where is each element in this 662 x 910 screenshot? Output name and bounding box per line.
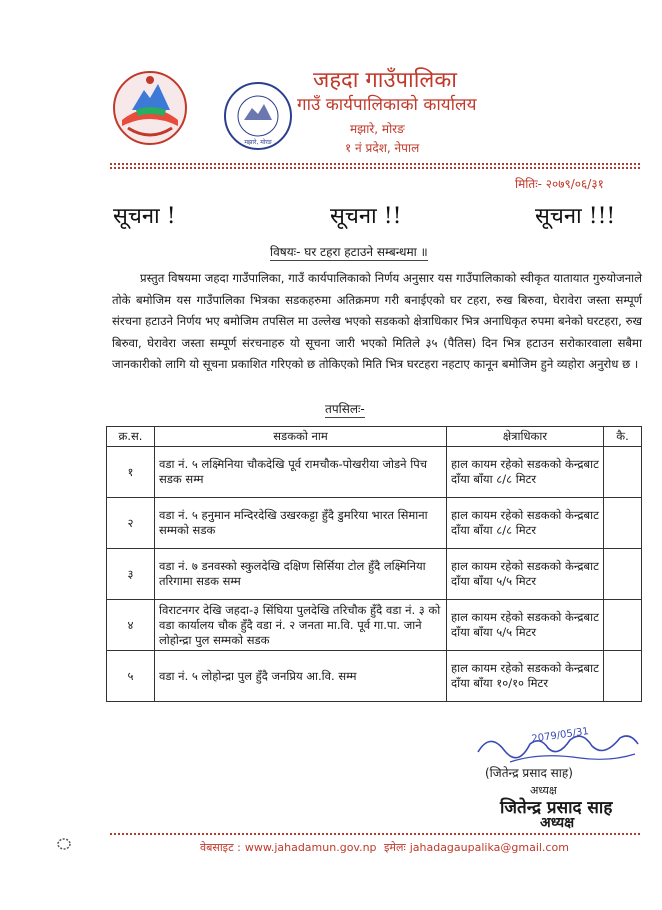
subject-line: विषयः- घर टहरा हटाउने सम्बन्धमा ॥ xyxy=(270,245,428,259)
table-header-row xyxy=(107,427,642,447)
cell-road: वडा नं. ५ हनुमान मन्दिरदेखि उखरकट्टा हुँदै डुमरिया भारत सिमाना सम्मको सडक xyxy=(155,498,447,549)
punch-hole-icon xyxy=(55,837,73,851)
organization-name: जहदा गाउँपालिका xyxy=(313,68,457,93)
footer-divider xyxy=(110,833,640,835)
cell-jurisdiction: हाल कायम रहेको सडकको केन्द्रबाट दाँया बाँया ८/८ मिटर xyxy=(447,447,604,498)
notice-date: मितिः- २०७९/०६/३१ xyxy=(515,177,604,191)
col-header-sn: क्र.स. xyxy=(107,427,155,447)
col-header-remarks: कै. xyxy=(604,427,642,447)
cell-road: विराटनगर देखि जहदा-३ सिंघिया पुलदेखि तरिचौक हुँदै वडा नं. ३ को वडा कार्यालय चौक हुँदै वडा नं. २ जनता मा.वि. पूर्व गा.पा. जाने लोहोन्द्रा पुल सम्मको सडक xyxy=(155,600,447,651)
header-divider xyxy=(110,163,640,165)
cell-sn: ५ xyxy=(107,651,155,702)
email-link[interactable]: jahadagaupalika@gmail.com xyxy=(409,841,569,854)
address-line-2: १ नं प्रदेश, नेपाल xyxy=(345,141,420,155)
email-label: इमेलः xyxy=(384,841,406,854)
website-label: वेबसाइट : xyxy=(200,841,241,854)
cell-jurisdiction: हाल कायम रहेको सडकको केन्द्रबाट दाँया बाँया १०/१० मिटर xyxy=(447,651,604,702)
table-row xyxy=(107,549,642,600)
cell-remarks xyxy=(604,549,642,600)
col-header-road: सडकको नाम xyxy=(155,427,447,447)
notice-heading-2: सूचना !! xyxy=(330,204,402,229)
office-name: गाउँ कार्यपालिकाको कार्यालय xyxy=(297,95,477,115)
table-row xyxy=(107,651,642,702)
header-divider-2 xyxy=(110,167,640,169)
cell-remarks xyxy=(604,498,642,549)
nepal-emblem-icon xyxy=(110,68,190,148)
notice-heading-3: सूचना !!! xyxy=(535,204,616,229)
cell-remarks xyxy=(604,600,642,651)
footer-contact xyxy=(200,840,573,855)
cell-jurisdiction: हाल कायम रहेको सडकको केन्द्रबाट दाँया बाँया ८/८ मिटर xyxy=(447,498,604,549)
cell-road: वडा नं. ५ लक्ष्मिनिया चौकदेखि पूर्व रामचौक-पोखरीया जोडने पिच सडक सम्म xyxy=(155,447,447,498)
office-seal-icon xyxy=(222,80,294,152)
table-row xyxy=(107,600,642,651)
roads-table xyxy=(106,426,642,702)
website-link[interactable]: www.jahadamun.gov.np xyxy=(244,841,377,854)
cell-jurisdiction: हाल कायम रहेको सडकको केन्द्रबाट दाँया बाँया ५/५ मिटर xyxy=(447,600,604,651)
cell-road: वडा नं. ७ डनवस्को स्कुलदेखि दक्षिण सिर्सिया टोल हुँदै लक्ष्मिनिया तरिगामा सडक सम्म xyxy=(155,549,447,600)
svg-text:2079/05/31: 2079/05/31 xyxy=(530,726,590,745)
name-stamp: जितेन्द्र प्रसाद साह xyxy=(500,798,613,818)
col-header-jurisdiction: क्षेत्राधिकार xyxy=(447,427,604,447)
cell-sn: १ xyxy=(107,447,155,498)
notice-body: प्रस्तुत विषयमा जहदा गाउँपालिका, गाउँ कार्यपालिकाको निर्णय अनुसार यस गाउँपालिकाको स्वीकृत यातायात गुरुयोजनाले तोके बमोजिम यस गाउँपालिका भित्रका सडकहरुमा अतिक्रमण गरी बनाईएको घर टहरा, रुख बिरुवा, घेरावेरा जस्ता सम्पूर्ण संरचना हटाउने निर्णय भए बमोजिम तपसिल मा उल्लेख भएको सडकको क्षेत्राधिकार भित्र अनाधिकृत रुपमा बनेको घरटहरा, रुख बिरुवा, घेरावेरा जस्ता सम्पूर्ण संरचनाहरु यो सूचना जारी भएको मितिले ३५ (पैतिस) दिन भित्र हटाउन सरोकारवाला सबैमा जानकारीको लागि यो सूचना प्रकाशित गरिएको छ तोकिएको मिति भित्र घरटहरा नहटाए कानून बमोजिम हुने व्यहोरा अनुरोध छ । xyxy=(112,271,642,371)
cell-sn: २ xyxy=(107,498,155,549)
schedule-label: तपसिलः- xyxy=(325,402,365,416)
cell-sn: ४ xyxy=(107,600,155,651)
role-stamp: अध्यक्ष xyxy=(540,815,575,831)
cell-jurisdiction: हाल कायम रहेको सडकको केन्द्रबाट दाँया बाँया ५/५ मिटर xyxy=(447,549,604,600)
cell-remarks xyxy=(604,447,642,498)
signer-role: अध्यक्ष xyxy=(530,784,557,797)
table-row xyxy=(107,498,642,549)
table-row xyxy=(107,447,642,498)
cell-remarks xyxy=(604,651,642,702)
notice-heading-1: सूचना ! xyxy=(113,204,176,229)
cell-sn: ३ xyxy=(107,549,155,600)
address-line-1: मझारे, मोरङ xyxy=(350,122,405,136)
signer-name: (जितेन्द्र प्रसाद साह) xyxy=(485,766,573,780)
svg-text:मझारे, मोरङ: मझारे, मोरङ xyxy=(244,139,272,146)
cell-road: वडा नं. ५ लोहोन्द्रा पुल हुँदै जनप्रिय आ.वि. सम्म xyxy=(155,651,447,702)
